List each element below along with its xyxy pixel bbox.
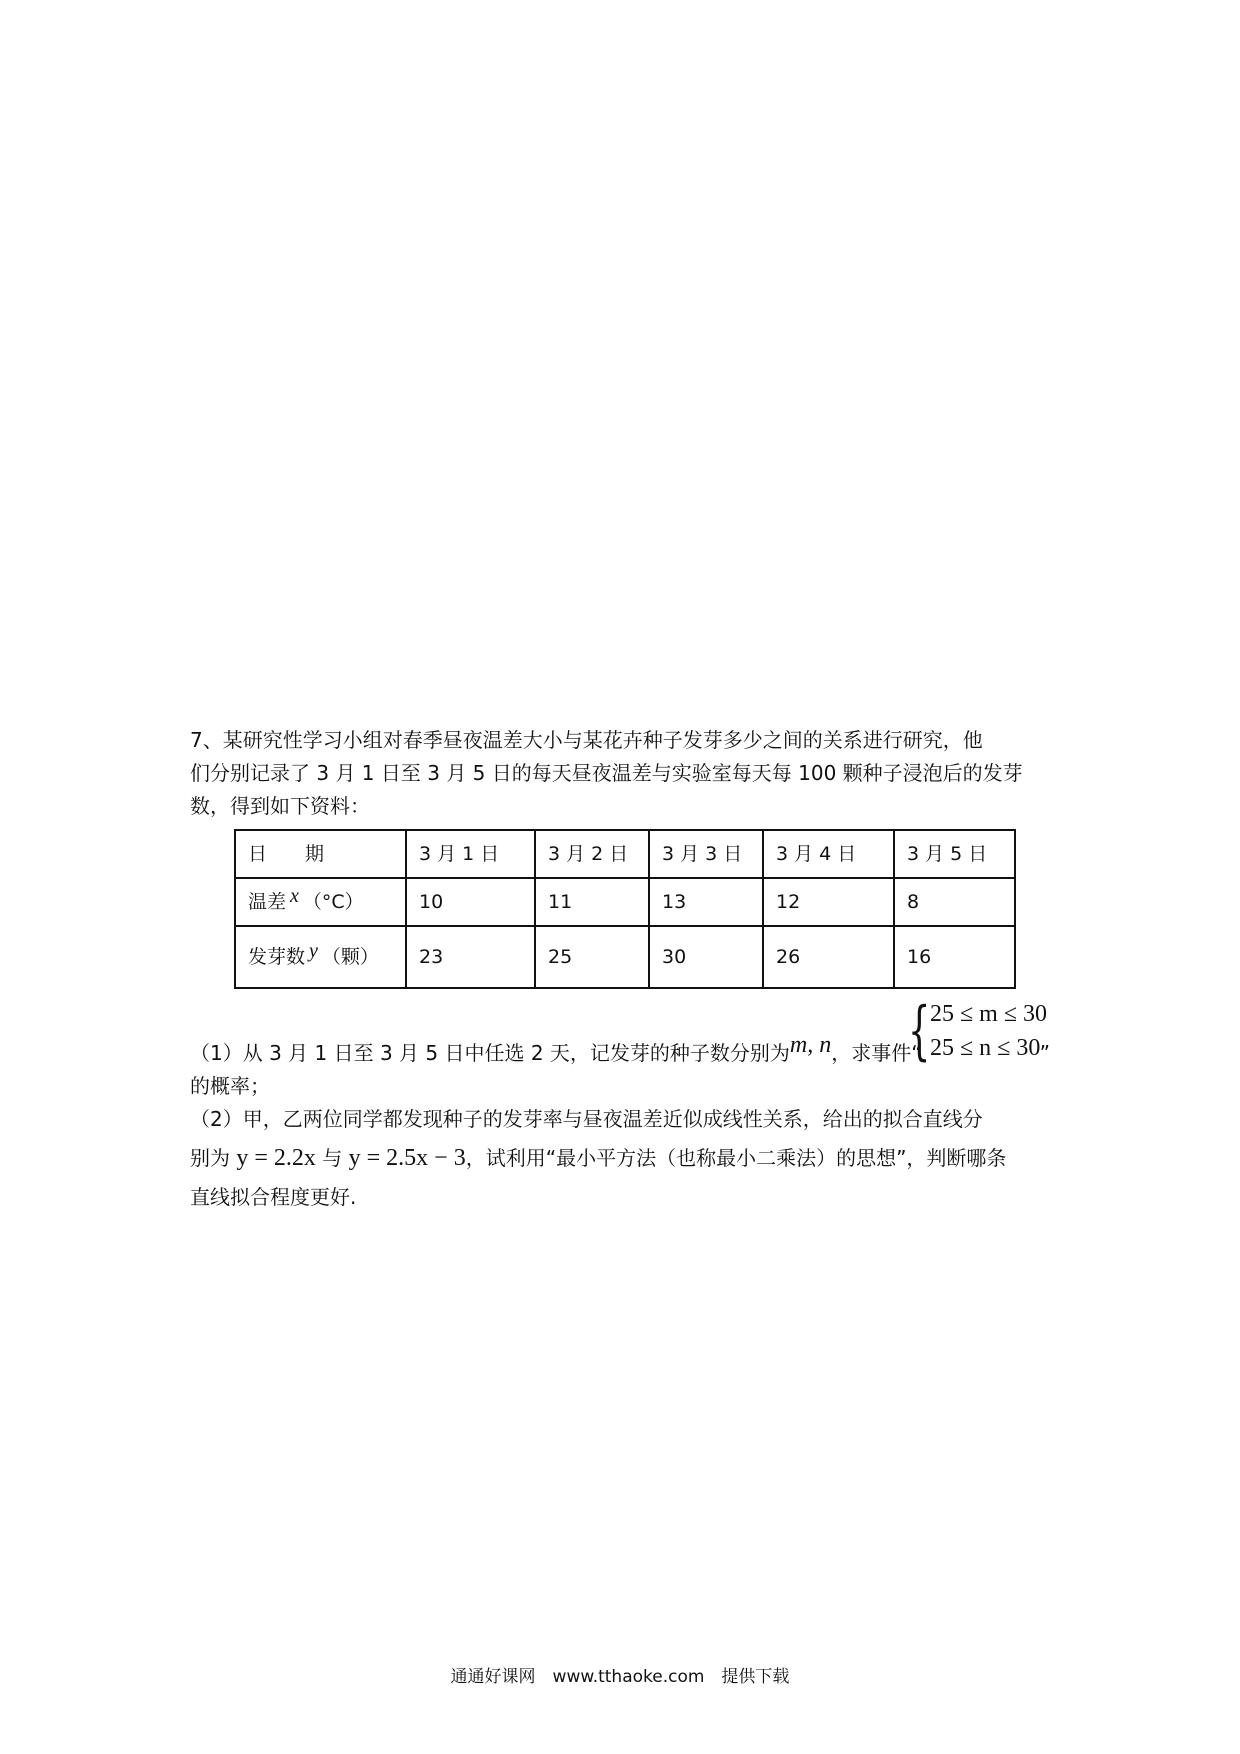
row-label-sprouts: [235, 926, 406, 988]
close-quote: ”: [1039, 1041, 1051, 1065]
table-cell: 3 月 3 日: [649, 830, 763, 878]
table-cell: 10: [406, 878, 535, 926]
question-2-line-1: （2）甲，乙两位同学都发现种子的发芽率与昼夜温差近似成线性关系，给出的拟合直线分: [190, 1107, 983, 1131]
label-text: 温差: [248, 890, 287, 913]
problem-7: [190, 724, 1060, 1214]
brace-symbol: {: [908, 994, 931, 1068]
row-label-temperature: [235, 878, 406, 926]
table-cell: 12: [763, 878, 894, 926]
unit-text: （颗）: [321, 945, 379, 968]
table-cell: 16: [894, 926, 1015, 988]
table-cell: 3 月 4 日: [763, 830, 894, 878]
table-cell: 8: [894, 878, 1015, 926]
question-1: [190, 994, 1060, 1103]
equation-2: y = 2.5x − 3: [348, 1145, 466, 1171]
table-header-row: [235, 830, 1015, 878]
question-2-mid: 与: [322, 1146, 343, 1170]
table-cell: 3 月 5 日: [894, 830, 1015, 878]
question-1-text-c: 的概率；: [190, 1074, 270, 1098]
unit-text: （°C）: [302, 890, 364, 913]
table-cell: 25: [535, 926, 649, 988]
data-table-wrapper: [234, 829, 1060, 989]
table-cell: 26: [763, 926, 894, 988]
table-cell: 23: [406, 926, 535, 988]
intro-line-2: 们分别记录了 3 月 1 日至 3 月 5 日的每天昼夜温差与实验室每天每 100 颗种子浸泡后的发芽: [190, 761, 1023, 785]
label-text: 发芽数: [248, 945, 306, 968]
question-1-text-a: （1）从 3 月 1 日至 3 月 5 日中任选 2 天，记发芽的种子数分别为: [190, 1041, 790, 1065]
intro-line-1: 7、某研究性学习小组对春季昼夜温差大小与某花卉种子发芽多少之间的关系进行研究，他: [190, 728, 983, 752]
variables-mn: m, n: [789, 1032, 832, 1058]
table-row-temperature: [235, 878, 1015, 926]
data-table: [234, 829, 1016, 989]
table-cell: 11: [535, 878, 649, 926]
inequality-m: 25 ≤ m ≤ 30: [930, 1001, 1048, 1027]
question-2: [190, 1103, 1060, 1214]
question-2-line-3: 直线拟合程度更好.: [190, 1185, 357, 1209]
table-row-sprouts: [235, 926, 1015, 988]
table-cell: 日 期: [235, 830, 406, 878]
question-2-suffix: ，试利用“最小平方法（也称最小二乘法）的思想”，判断哪条: [465, 1146, 1007, 1170]
question-2-line-2: [190, 1142, 1060, 1175]
footer-text: 通通好课网 www.tthaoke.com 提供下载: [450, 1667, 790, 1687]
table-cell: 13: [649, 878, 763, 926]
question-2-prefix: 别为: [190, 1146, 230, 1170]
table-cell: 30: [649, 926, 763, 988]
variable-y: y: [309, 939, 318, 962]
inequality-system: [908, 994, 1048, 1068]
inequality-n: 25 ≤ n ≤ 30: [930, 1035, 1041, 1061]
table-cell: 3 月 2 日: [535, 830, 649, 878]
equation-1: y = 2.2x: [236, 1145, 316, 1171]
question-1-text-b: ，求事件“: [831, 1041, 922, 1065]
intro-line-3: 数，得到如下资料：: [190, 794, 370, 818]
table-cell: 3 月 1 日: [406, 830, 535, 878]
variable-x: x: [290, 884, 299, 907]
